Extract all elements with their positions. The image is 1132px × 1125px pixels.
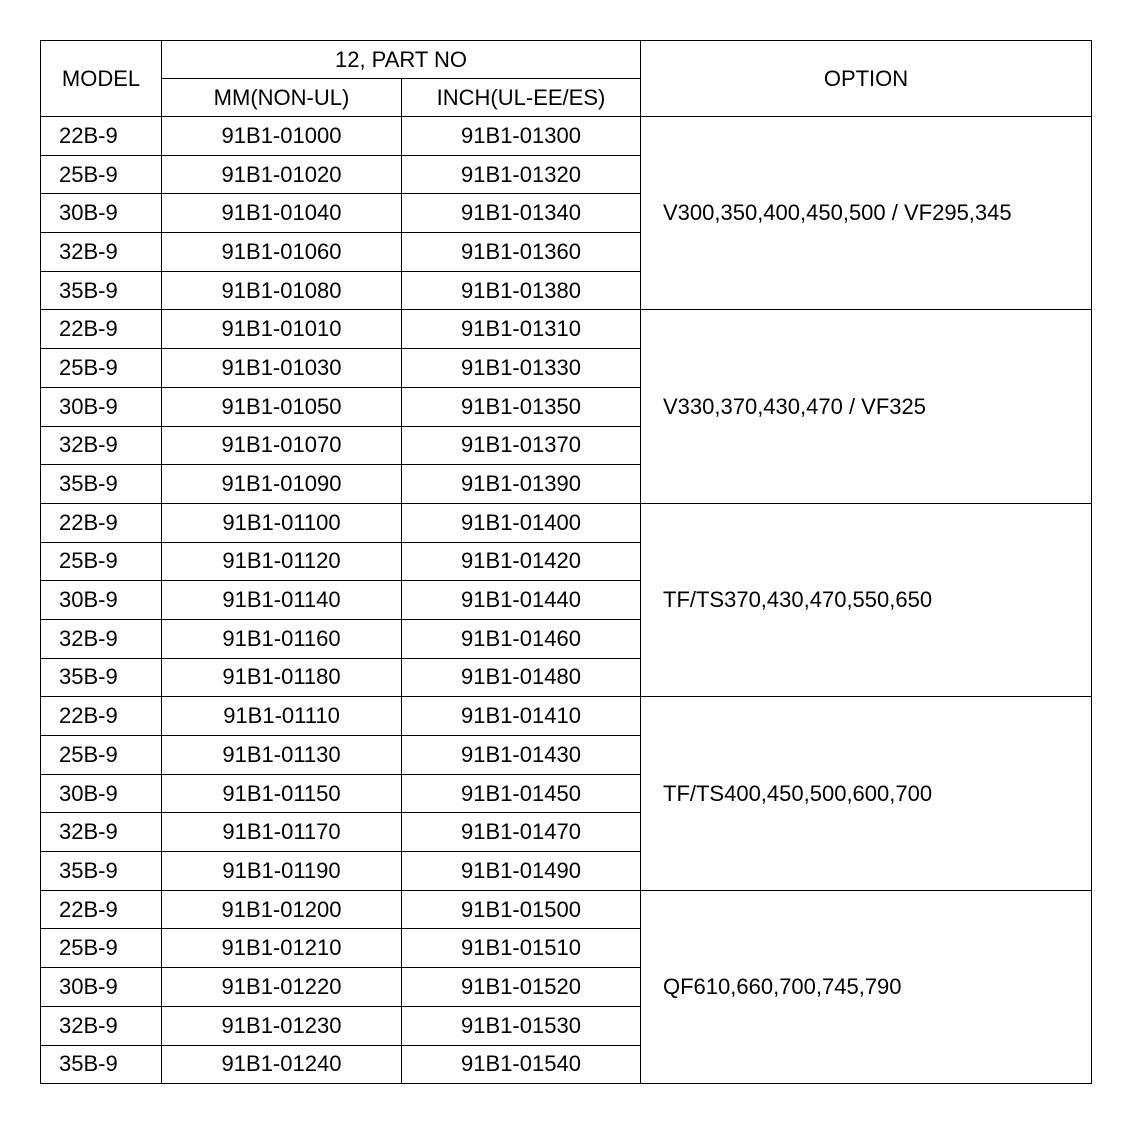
model-cell: 25B-9: [41, 736, 162, 775]
mm-part-cell: 91B1-01060: [162, 233, 402, 272]
mm-part-cell: 91B1-01040: [162, 194, 402, 233]
model-header: MODEL: [41, 41, 162, 117]
model-cell: 25B-9: [41, 929, 162, 968]
model-cell: 32B-9: [41, 813, 162, 852]
part-no-header: 12, PART NO: [162, 41, 641, 79]
inch-part-cell: 91B1-01330: [402, 349, 641, 388]
table-row: [41, 697, 1092, 736]
table-header: [41, 41, 1092, 117]
model-cell: 30B-9: [41, 581, 162, 620]
mm-part-cell: 91B1-01090: [162, 465, 402, 504]
model-cell: 22B-9: [41, 503, 162, 542]
inch-header: INCH(UL-EE/ES): [402, 79, 641, 117]
mm-part-cell: 91B1-01210: [162, 929, 402, 968]
model-cell: 35B-9: [41, 658, 162, 697]
model-cell: 25B-9: [41, 155, 162, 194]
inch-part-cell: 91B1-01320: [402, 155, 641, 194]
inch-part-cell: 91B1-01490: [402, 852, 641, 891]
inch-part-cell: 91B1-01340: [402, 194, 641, 233]
mm-part-cell: 91B1-01130: [162, 736, 402, 775]
inch-part-cell: 91B1-01420: [402, 542, 641, 581]
model-cell: 22B-9: [41, 697, 162, 736]
mm-part-cell: 91B1-01150: [162, 774, 402, 813]
mm-part-cell: 91B1-01230: [162, 1006, 402, 1045]
inch-part-cell: 91B1-01400: [402, 503, 641, 542]
inch-part-cell: 91B1-01540: [402, 1045, 641, 1084]
option-header: OPTION: [641, 41, 1092, 117]
inch-part-cell: 91B1-01440: [402, 581, 641, 620]
inch-part-cell: 91B1-01310: [402, 310, 641, 349]
model-cell: 35B-9: [41, 271, 162, 310]
mm-part-cell: 91B1-01110: [162, 697, 402, 736]
table-row: [41, 117, 1092, 156]
model-cell: 30B-9: [41, 387, 162, 426]
inch-part-cell: 91B1-01360: [402, 233, 641, 272]
inch-part-cell: 91B1-01500: [402, 890, 641, 929]
mm-part-cell: 91B1-01020: [162, 155, 402, 194]
mm-part-cell: 91B1-01100: [162, 503, 402, 542]
mm-part-cell: 91B1-01160: [162, 619, 402, 658]
inch-part-cell: 91B1-01380: [402, 271, 641, 310]
table-row: [41, 890, 1092, 929]
inch-part-cell: 91B1-01410: [402, 697, 641, 736]
inch-part-cell: 91B1-01510: [402, 929, 641, 968]
inch-part-cell: 91B1-01470: [402, 813, 641, 852]
table-body: [41, 117, 1092, 1084]
inch-part-cell: 91B1-01530: [402, 1006, 641, 1045]
model-cell: 22B-9: [41, 890, 162, 929]
inch-part-cell: 91B1-01350: [402, 387, 641, 426]
inch-part-cell: 91B1-01300: [402, 117, 641, 156]
mm-part-cell: 91B1-01000: [162, 117, 402, 156]
mm-header: MM(NON-UL): [162, 79, 402, 117]
option-cell: TF/TS370,430,470,550,650: [641, 503, 1092, 696]
inch-part-cell: 91B1-01370: [402, 426, 641, 465]
model-cell: 32B-9: [41, 233, 162, 272]
inch-part-cell: 91B1-01480: [402, 658, 641, 697]
mm-part-cell: 91B1-01080: [162, 271, 402, 310]
mm-part-cell: 91B1-01200: [162, 890, 402, 929]
model-cell: 25B-9: [41, 542, 162, 581]
inch-part-cell: 91B1-01430: [402, 736, 641, 775]
model-cell: 22B-9: [41, 310, 162, 349]
inch-part-cell: 91B1-01450: [402, 774, 641, 813]
option-cell: V300,350,400,450,500 / VF295,345: [641, 117, 1092, 310]
option-cell: TF/TS400,450,500,600,700: [641, 697, 1092, 890]
part-number-table: [40, 40, 1092, 1084]
mm-part-cell: 91B1-01140: [162, 581, 402, 620]
model-cell: 32B-9: [41, 426, 162, 465]
model-cell: 32B-9: [41, 619, 162, 658]
inch-part-cell: 91B1-01460: [402, 619, 641, 658]
mm-part-cell: 91B1-01190: [162, 852, 402, 891]
model-cell: 35B-9: [41, 852, 162, 891]
model-cell: 30B-9: [41, 968, 162, 1007]
mm-part-cell: 91B1-01180: [162, 658, 402, 697]
model-cell: 35B-9: [41, 465, 162, 504]
option-cell: QF610,660,700,745,790: [641, 890, 1092, 1083]
inch-part-cell: 91B1-01390: [402, 465, 641, 504]
option-cell: V330,370,430,470 / VF325: [641, 310, 1092, 503]
model-cell: 30B-9: [41, 194, 162, 233]
model-cell: 35B-9: [41, 1045, 162, 1084]
header-row-1: [41, 41, 1092, 79]
model-cell: 32B-9: [41, 1006, 162, 1045]
mm-part-cell: 91B1-01170: [162, 813, 402, 852]
mm-part-cell: 91B1-01220: [162, 968, 402, 1007]
mm-part-cell: 91B1-01030: [162, 349, 402, 388]
model-cell: 30B-9: [41, 774, 162, 813]
model-cell: 25B-9: [41, 349, 162, 388]
table-row: [41, 503, 1092, 542]
mm-part-cell: 91B1-01010: [162, 310, 402, 349]
mm-part-cell: 91B1-01050: [162, 387, 402, 426]
mm-part-cell: 91B1-01240: [162, 1045, 402, 1084]
mm-part-cell: 91B1-01120: [162, 542, 402, 581]
mm-part-cell: 91B1-01070: [162, 426, 402, 465]
inch-part-cell: 91B1-01520: [402, 968, 641, 1007]
model-cell: 22B-9: [41, 117, 162, 156]
table-row: [41, 310, 1092, 349]
